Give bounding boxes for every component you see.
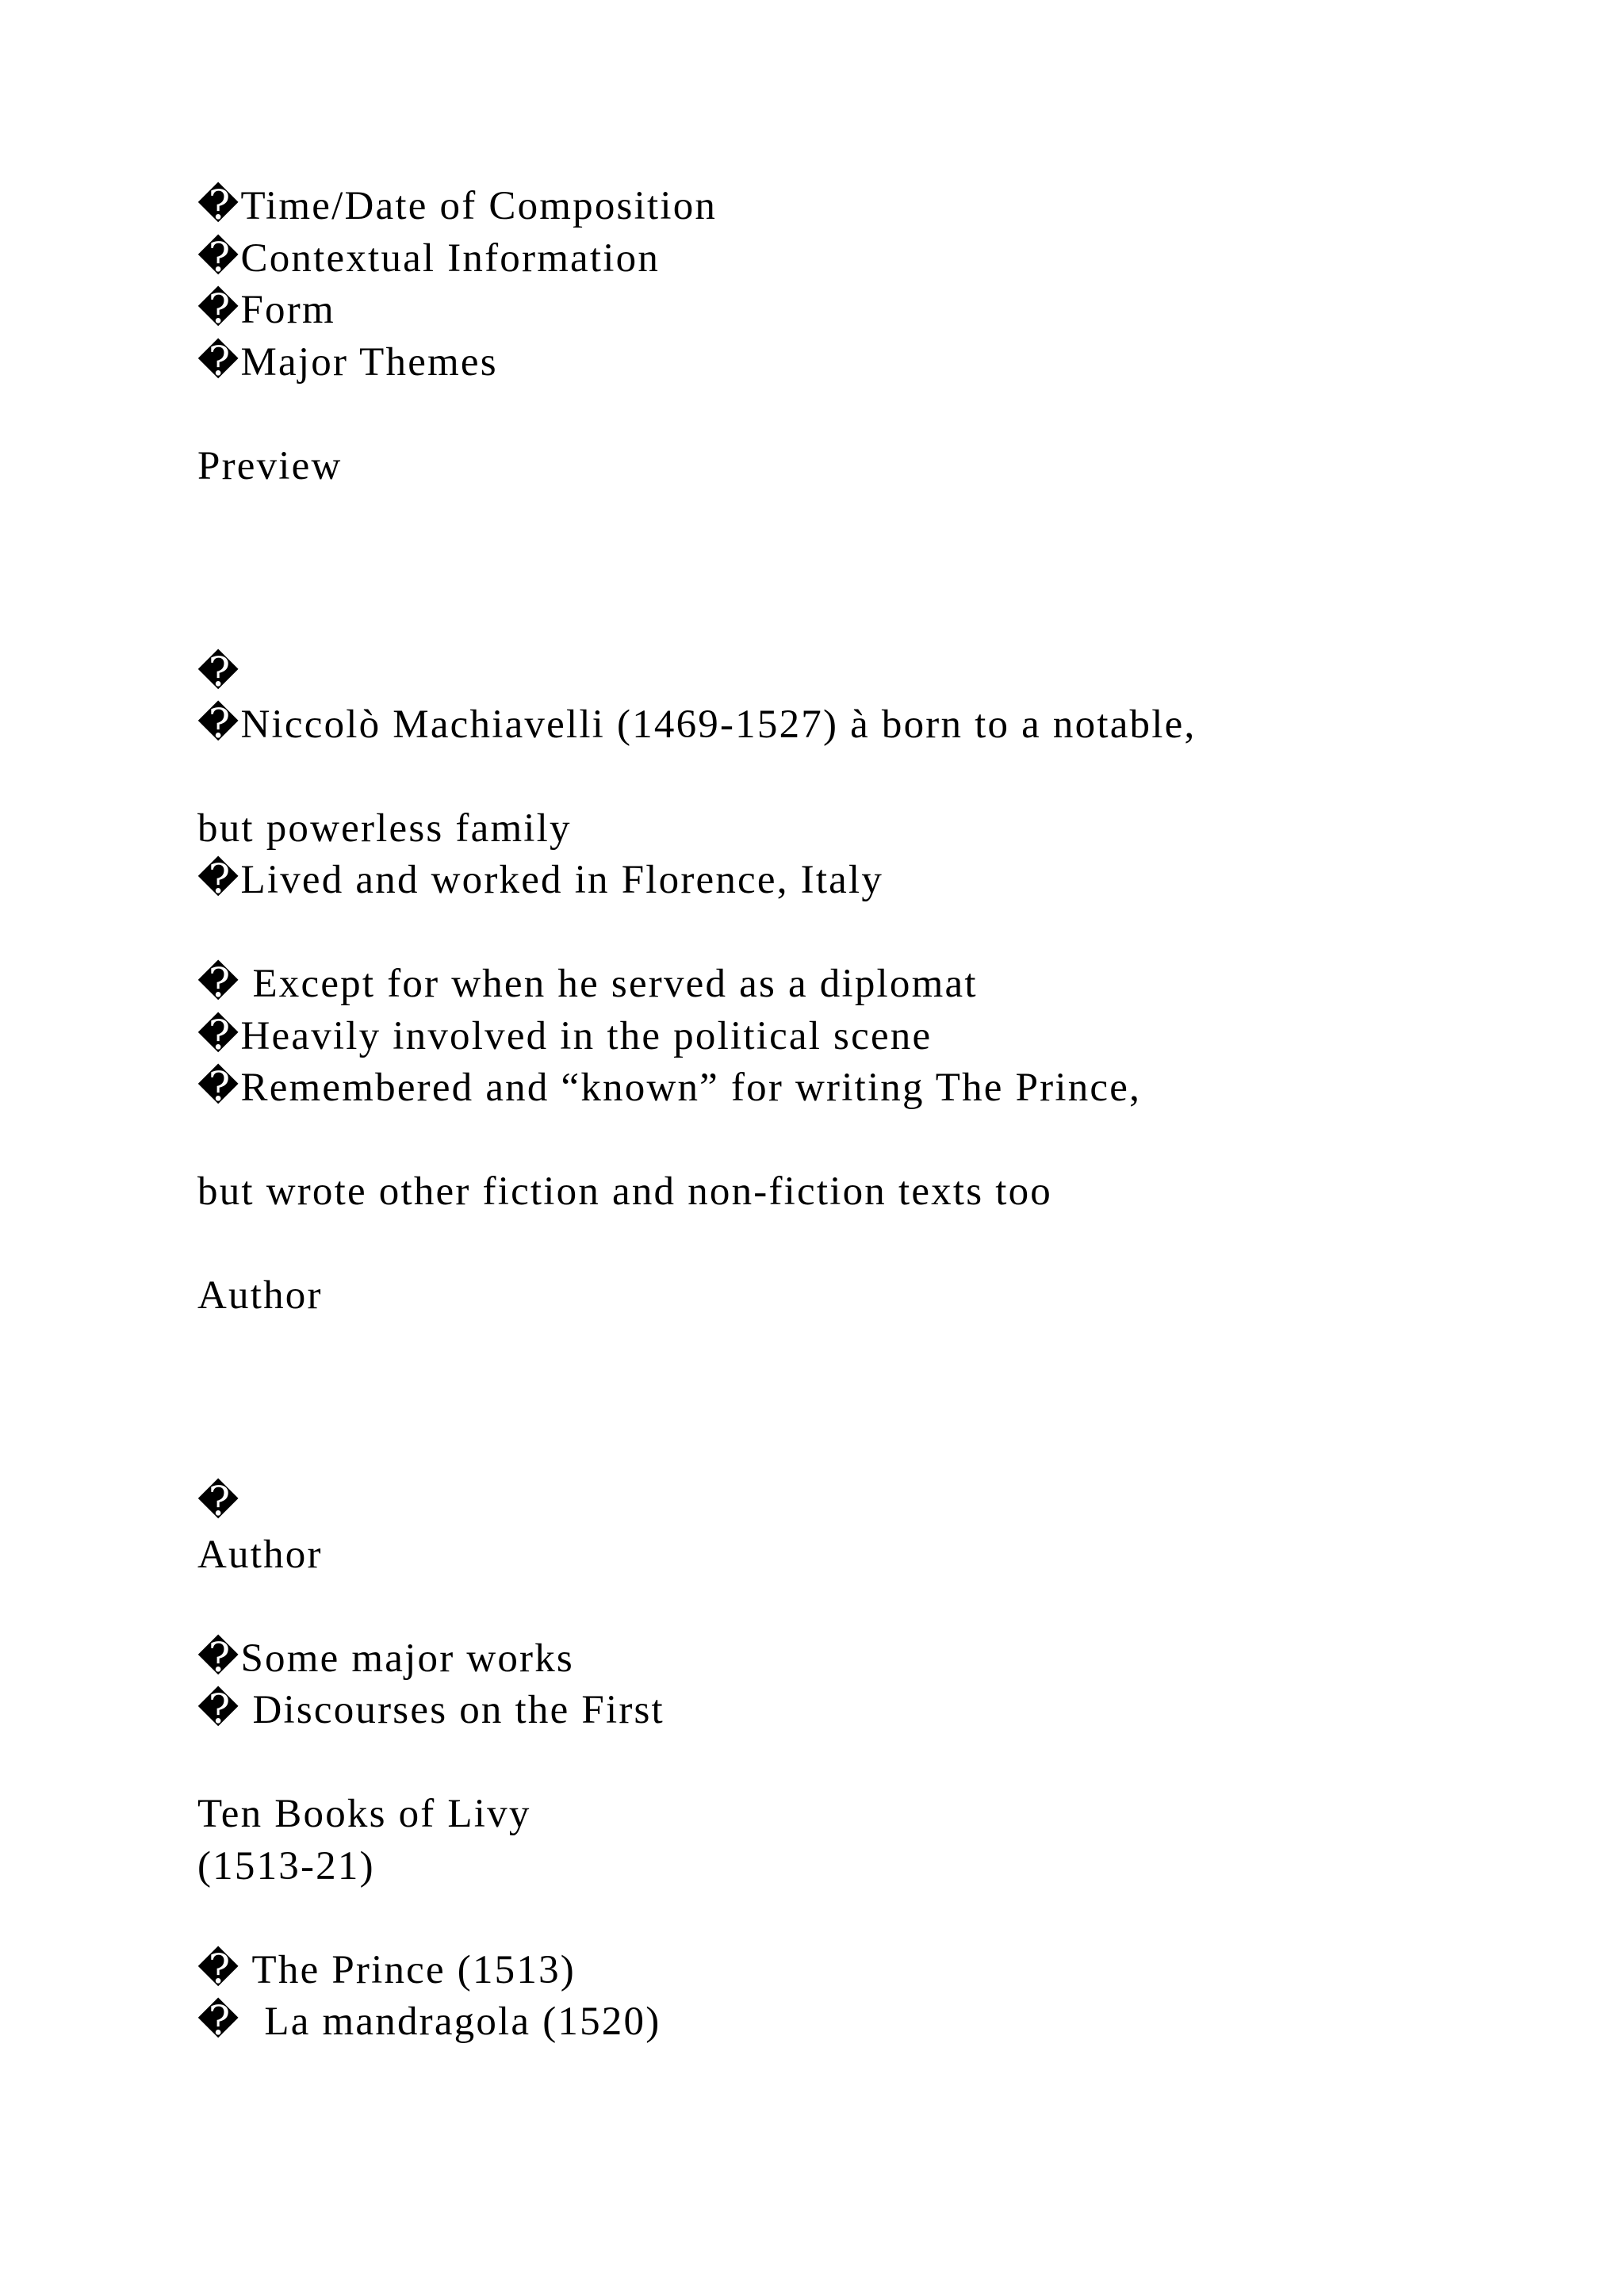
bullet-remembered-prince: �Remembered and “known” for writing The Prince, bbox=[197, 1066, 1142, 1110]
bullet-machiavelli-born: �Niccolò Machiavelli (1469-1527) à born to a notable, bbox=[197, 702, 1197, 747]
text-ten-books-livy: Ten Books of Livy bbox=[197, 1792, 531, 1836]
bullet-lived-florence: �Lived and worked in Florence, Italy bbox=[197, 858, 884, 902]
bullet-political-scene: �Heavily involved in the political scene bbox=[197, 1014, 933, 1058]
bullet-la-mandragola: � La mandragola (1520) bbox=[197, 1999, 661, 2044]
heading-author: Author bbox=[197, 1533, 323, 1577]
bullet-major-themes: �Major Themes bbox=[197, 340, 498, 385]
bullet-major-works: �Some major works bbox=[197, 1636, 574, 1681]
text-discourses-dates: (1513-21) bbox=[197, 1844, 375, 1888]
bullet-discourses: � Discourses on the First bbox=[197, 1688, 665, 1732]
bullet-the-prince: � The Prince (1513) bbox=[197, 1948, 576, 1992]
bullet-except-diplomat: � Except for when he served as a diplomat bbox=[197, 962, 978, 1006]
heading-author: Author bbox=[197, 1273, 323, 1318]
bullet-time-date: �Time/Date of Composition bbox=[197, 184, 718, 228]
bullet-contextual-info: �Contextual Information bbox=[197, 236, 661, 281]
replacement-glyph: � bbox=[197, 1480, 241, 1525]
replacement-glyph: � bbox=[197, 651, 241, 695]
bullet-form: �Form bbox=[197, 288, 335, 332]
text-other-texts: but wrote other fiction and non-fiction texts too bbox=[197, 1169, 1052, 1214]
text-powerless-family: but powerless family bbox=[197, 806, 572, 851]
heading-preview: Preview bbox=[197, 444, 343, 488]
